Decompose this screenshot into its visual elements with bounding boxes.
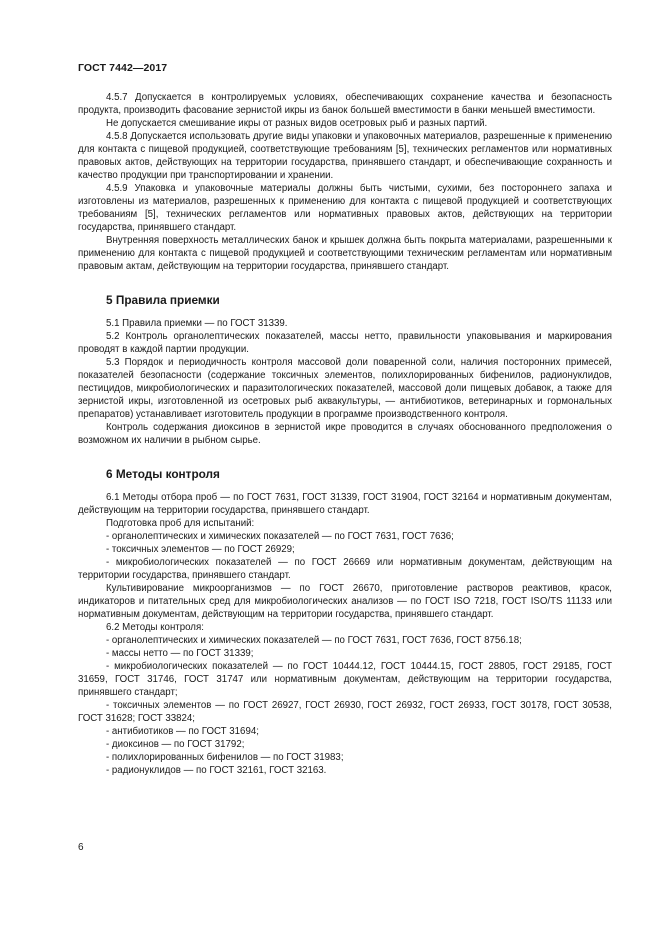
- paragraph-5-1: 5.1 Правила приемки — по ГОСТ 31339.: [106, 318, 288, 329]
- list-item: - органолептических и химических показателей — по ГОСТ 7631, ГОСТ 7636, ГОСТ 8756.18;: [106, 635, 522, 646]
- list-item: - антибиотиков — по ГОСТ 31694;: [106, 726, 259, 737]
- list-item: - полихлорированных бифенилов — по ГОСТ 31983;: [106, 752, 344, 763]
- section-5-title: 5 Правила приемки: [106, 293, 220, 307]
- list-item: - массы нетто — по ГОСТ 31339;: [106, 648, 254, 659]
- paragraph-4-5-8: 4.5.8 Допускается использовать другие виды упаковки и упаковочных материалов, разрешенные к применению для контакта с пищевой продукцией, соответствующие требованиям [5], технических регламентов или нормативных правовых актов, действующих на территории государства, принявшего стандарт, и обеспечивающие сохранность и качество продукции при транспортировании и хранении.: [78, 131, 612, 181]
- list-item: - токсичных элементов — по ГОСТ 26929;: [106, 544, 295, 555]
- list-item: - микробиологических показателей — по ГОСТ 10444.12, ГОСТ 10444.15, ГОСТ 28805, ГОСТ 29185, ГОСТ 31659, ГОСТ 31746, ГОСТ 31747 или нормативным документам, действующим на территории государства, принявшего стандарт;: [78, 661, 612, 698]
- list-item: - органолептических и химических показателей — по ГОСТ 7631, ГОСТ 7636;: [106, 531, 454, 542]
- list-item: - радионуклидов — по ГОСТ 32161, ГОСТ 32163.: [106, 765, 327, 776]
- page-number: 6: [78, 842, 84, 853]
- list-item: - токсичных элементов — по ГОСТ 26927, ГОСТ 26930, ГОСТ 26932, ГОСТ 26933, ГОСТ 30178, ГОСТ 30538, ГОСТ 31628; ГОСТ 33824;: [78, 700, 612, 724]
- paragraph-4-5-9: 4.5.9 Упаковка и упаковочные материалы должны быть чистыми, сухими, без постороннего запаха и изготовлены из материалов, разрешенных к применению для контакта с пищевой продукцией и соответствующих требованиям [5], технических регламентов или нормативных правовых актов, действующих на территории государства, принявшего стандарт.: [78, 183, 612, 233]
- paragraph-cultivation: Культивирование микроорганизмов — по ГОСТ 26670, приготовление растворов реактивов, красок, индикаторов и питательных сред для микробиологических анализов — по ГОСТ ISO 7218, ГОСТ ISO/TS 11133 или нормативным документам, действующим на территории государства, принявшего стандарт.: [78, 583, 612, 620]
- paragraph-6-1: 6.1 Методы отбора проб — по ГОСТ 7631, ГОСТ 31339, ГОСТ 31904, ГОСТ 32164 и нормативным документам, действующим на территории государства, принявшего стандарт.: [78, 492, 612, 516]
- list-item: - диоксинов — по ГОСТ 31792;: [106, 739, 245, 750]
- paragraph-5-3-note: Контроль содержания диоксинов в зернистой икре проводится в случаях обоснованного предположения о возможном их наличии в рыбном сырье.: [78, 422, 612, 446]
- paragraph-5-2: 5.2 Контроль органолептических показателей, массы нетто, правильности упаковывания и маркирования проводят в каждой партии продукции.: [78, 331, 612, 355]
- paragraph-4-5-7: 4.5.7 Допускается в контролируемых условиях, обеспечивающих сохранение качества и безопасность продукта, производить фасование зернистой икры из банок большей вместимости в банки меньшей вместимости.: [78, 92, 612, 116]
- list-item: - микробиологических показателей — по ГОСТ 26669 или нормативным документам, действующим на территории государства, принявшего стандарт.: [78, 557, 612, 581]
- paragraph-5-3: 5.3 Порядок и периодичность контроля массовой доли поваренной соли, наличия посторонних примесей, показателей безопасности (содержание токсичных элементов, полихлорированных бифенилов, радионуклидов, пестицидов, микробиологических и паразитологических показателей, массовой доли пищевых добавок, а также для зернистой икры, изготовленной из осетровых рыб аквакультуры, — антибиотиков, ветеринарных и гормональных препаратов) устанавливает изготовитель продукции в программе производственного контроля.: [78, 357, 612, 420]
- paragraph-4-5-7-note: Не допускается смешивание икры от разных видов осетровых рыб и разных партий.: [106, 118, 488, 129]
- document-header: ГОСТ 7442—2017: [78, 62, 168, 74]
- section-6-title: 6 Методы контроля: [106, 467, 220, 481]
- sample-prep-heading: Подготовка проб для испытаний:: [106, 518, 255, 529]
- paragraph-4-5-9-note: Внутренняя поверхность металлических банок и крышек должна быть покрыта материалами, разрешенными к применению для контакта с пищевой продукцией и соответствующими техническим регламентам или нормативным правовым актам, действующим на территории государства, принявшего стандарт.: [78, 235, 612, 272]
- paragraph-6-2: 6.2 Методы контроля:: [106, 622, 204, 633]
- document-body: [78, 91, 612, 777]
